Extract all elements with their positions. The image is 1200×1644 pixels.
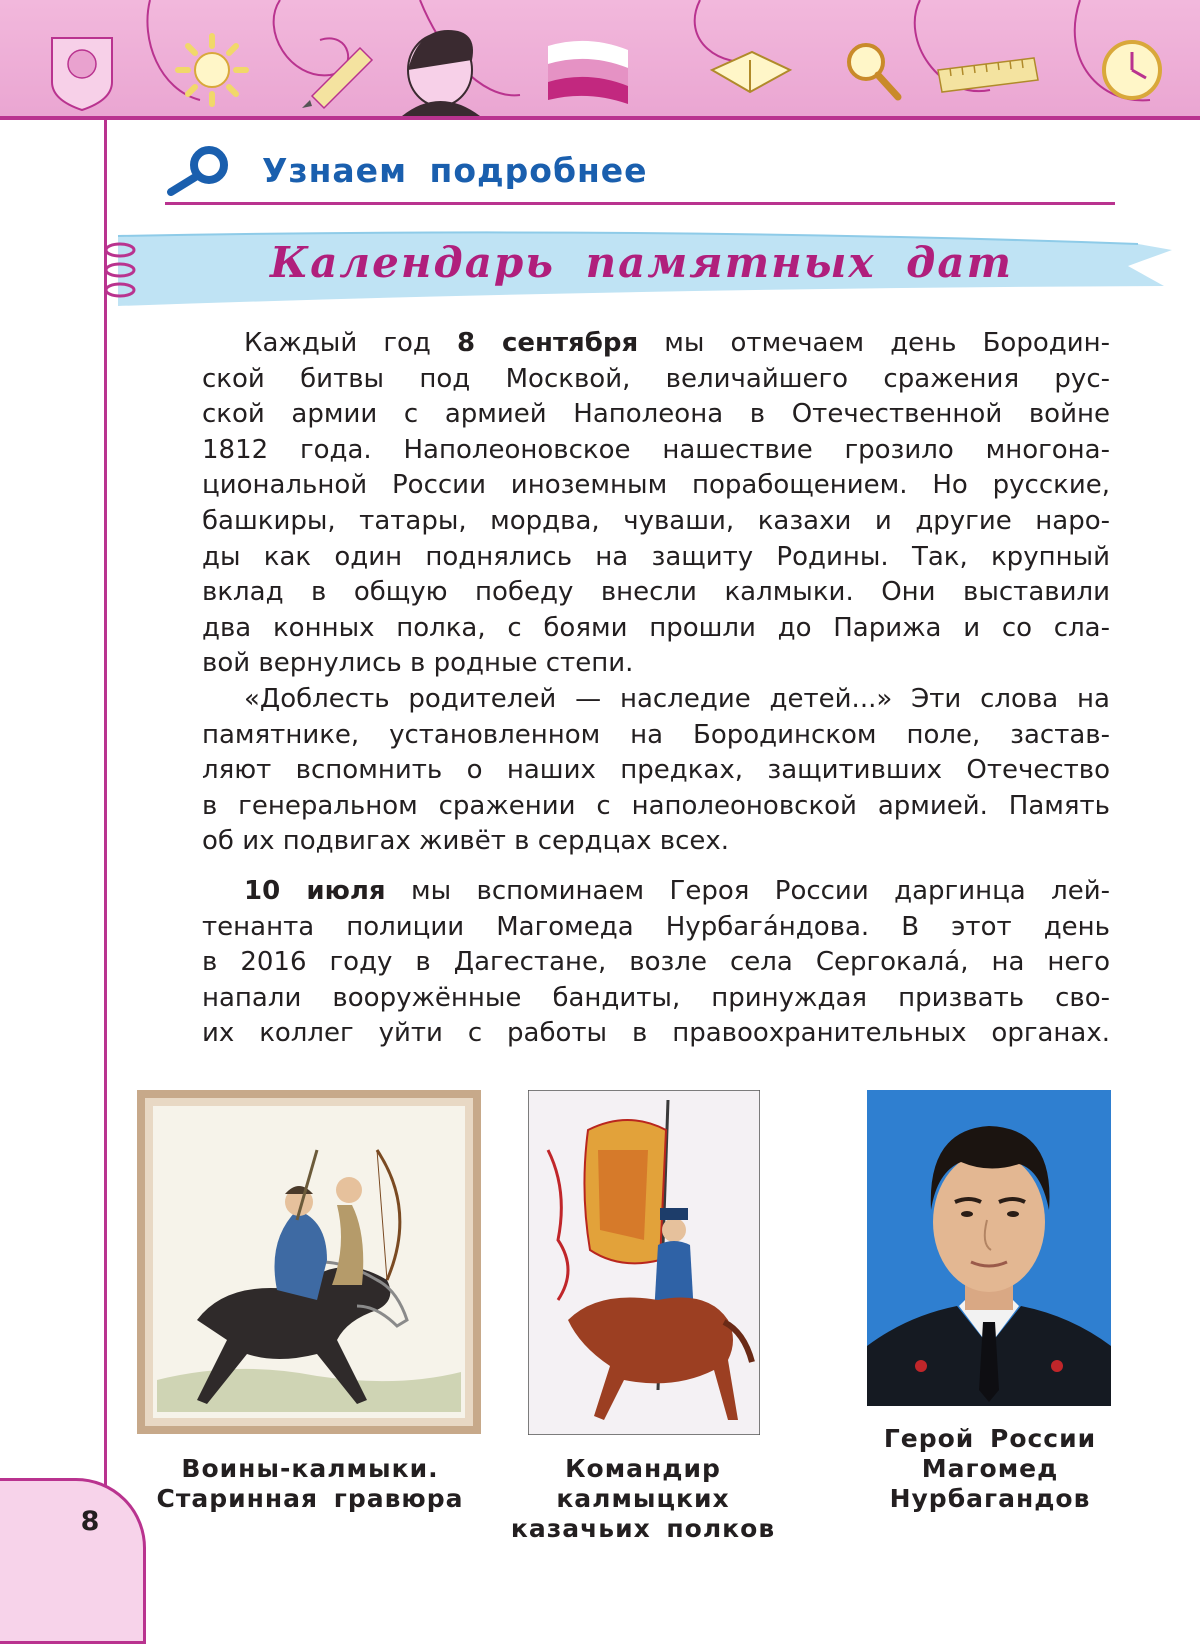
caption-line: Старинная гравюра bbox=[156, 1484, 464, 1513]
text-line: вклад в общую победу внесли калмыки. Они выставили bbox=[202, 577, 1110, 608]
page-number-tab bbox=[0, 1478, 146, 1644]
caption-hero bbox=[860, 1424, 1120, 1514]
text-line: ды как один поднялись на защиту Родины. Так, крупный bbox=[202, 541, 1110, 572]
text-line: памятнике, установленном на Бородинском поле, застав- bbox=[202, 719, 1110, 750]
nurbagandov-portrait bbox=[867, 1090, 1111, 1406]
pencil-icon bbox=[302, 48, 372, 108]
ruler-icon bbox=[938, 58, 1038, 92]
text-line: 1812 года. Наполеоновское нашествие грозило многона- bbox=[202, 434, 1110, 465]
caption-line: Герой России bbox=[883, 1424, 1097, 1453]
caption-commander bbox=[478, 1454, 808, 1544]
text-line: в 2016 году в Дагестане, возле села Сергокала́, на него bbox=[202, 947, 1110, 978]
text-line: башкиры, татары, мордва, чуваши, казахи и другие наро- bbox=[202, 505, 1110, 536]
text-line: вой вернулись в родные степи. bbox=[202, 648, 634, 679]
paragraph-nurbagandov bbox=[202, 874, 1110, 1052]
text-line: об их подвигах живёт в сердцах всех. bbox=[202, 826, 730, 857]
text-line: «Доблесть родителей — наследие детей...» Эти слова на bbox=[244, 684, 1110, 714]
kalmyk-commander-illustration bbox=[528, 1090, 760, 1435]
text-line: тенанта полиции Магомеда Нурбага́ндова. В этот день bbox=[202, 911, 1110, 942]
flag-icon bbox=[548, 41, 628, 104]
magnifier-glass-icon bbox=[849, 45, 898, 97]
text-line: ляют вспомнить о наших предках, защитивших Отечество bbox=[202, 755, 1110, 786]
clock-icon bbox=[1104, 42, 1160, 98]
text-line: Каждый год 8 сентября мы отмечаем день Бородин- bbox=[244, 328, 1110, 358]
text-line: их коллег уйти с работы в правоохранительных органах. bbox=[202, 1018, 1110, 1049]
coat-of-arms-icon bbox=[52, 38, 112, 110]
paragraph-monument bbox=[202, 682, 1110, 860]
caption-line: Магомед bbox=[921, 1454, 1059, 1483]
section-header bbox=[165, 140, 1115, 205]
caption-kalmyk-warriors bbox=[140, 1454, 480, 1514]
magnifier-icon bbox=[165, 144, 235, 196]
caption-line: Воины-калмыки. bbox=[181, 1454, 439, 1483]
kalmyk-warriors-engraving bbox=[137, 1090, 481, 1434]
caption-line: Нурбагандов bbox=[889, 1484, 1091, 1513]
text-line: в генеральном сражении с наполеоновской армией. Память bbox=[202, 790, 1110, 821]
pushkin-portrait-icon bbox=[402, 30, 480, 116]
text-line: два конных полка, с боями прошли до Парижа и со сла- bbox=[202, 612, 1110, 643]
sun-icon bbox=[178, 36, 246, 104]
caption-line: Командир калмыцких bbox=[556, 1454, 730, 1513]
paragraph-borodino bbox=[202, 326, 1110, 682]
page-number: 8 bbox=[80, 1506, 100, 1537]
caption-line: казачьих полков bbox=[510, 1514, 776, 1543]
left-margin-line bbox=[104, 116, 107, 1486]
section-title: Узнаем подробнее bbox=[262, 151, 648, 190]
text-line: напали вооружённые бандиты, принуждая призвать сво- bbox=[202, 982, 1110, 1013]
text-line: 10 июля мы вспоминаем Героя России даргинца лей- bbox=[244, 876, 1110, 906]
ribbon-title: Календарь памятных дат bbox=[270, 238, 1014, 287]
text-line: циональной России иноземным порабощением. Но русские, bbox=[202, 470, 1110, 501]
text-line: ской армии с армией Наполеона в Отечественной войне bbox=[202, 399, 1110, 430]
top-banner bbox=[0, 0, 1200, 120]
text-line: ской битвы под Москвой, величайшего сражения рус- bbox=[202, 363, 1110, 394]
